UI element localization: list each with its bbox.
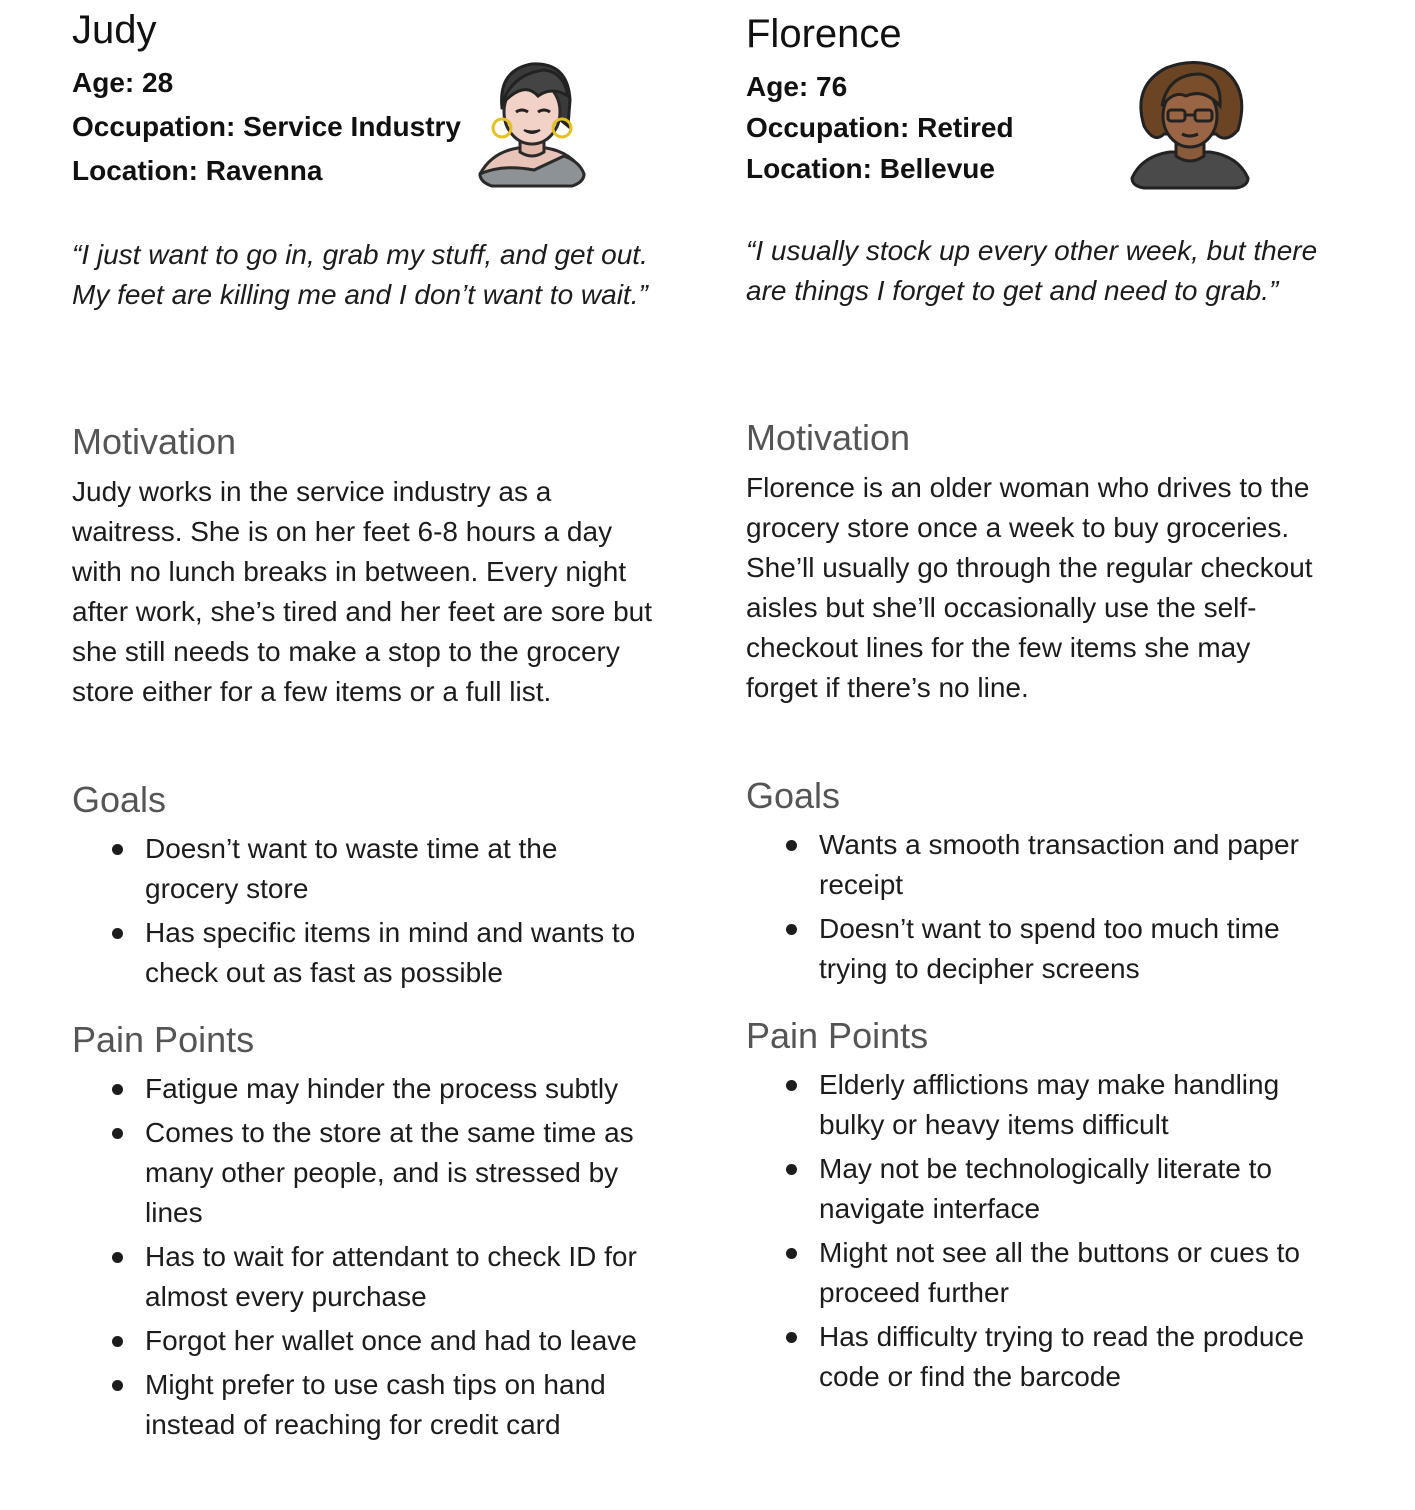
bullet-icon xyxy=(786,840,797,851)
motivation-text: Judy works in the service industry as a waitress. She is on her feet 6-8 hours a day with no lunch breaks in between. Every night after work, she’s tired and her feet are sore but she still needs to make a stop to the grocery store either for a few items or a full list. xyxy=(72,476,653,707)
motivation-text: Florence is an older woman who drives to the grocery store once a week to buy groceries. She’ll usually go through the regular checkout aisles but she’ll occasionally use the self-checkout lines for the few items she may forget if there’s no line. xyxy=(746,472,1313,703)
persona-quote: “I usually stock up every other week, but there are things I forget to get and need to grab.” xyxy=(746,235,1318,306)
persona-occupation: Occupation: Service Industry xyxy=(72,111,461,142)
list-item: Elderly afflictions may make handling bulky or heavy items difficult xyxy=(746,1065,1316,1145)
goals-list xyxy=(72,829,652,997)
pain-points-heading: Pain Points xyxy=(746,1015,929,1056)
list-item: Has difficulty trying to read the produce code or find the barcode xyxy=(746,1317,1316,1397)
list-item: Fatigue may hinder the process subtly xyxy=(72,1069,652,1109)
persona-location: Location: Ravenna xyxy=(72,155,323,186)
persona-name: Judy xyxy=(72,8,157,52)
list-item: Doesn’t want to waste time at the grocery store xyxy=(72,829,652,909)
pain-points-list xyxy=(72,1069,652,1449)
goals-heading: Goals xyxy=(72,779,167,820)
bullet-icon xyxy=(112,928,123,939)
persona-details xyxy=(746,66,1014,189)
list-item: Forgot her wallet once and had to leave xyxy=(72,1321,652,1361)
woman-avatar-icon xyxy=(472,56,592,190)
list-item: Has to wait for attendant to check ID for almost every purchase xyxy=(72,1237,652,1317)
bullet-icon xyxy=(112,844,123,855)
bullet-icon xyxy=(786,1248,797,1259)
pain-points-heading: Pain Points xyxy=(72,1019,255,1060)
persona-location: Location: Bellevue xyxy=(746,153,995,184)
persona-name: Florence xyxy=(746,12,902,56)
bullet-icon xyxy=(112,1128,123,1139)
goals-list xyxy=(746,825,1316,993)
list-item: Doesn’t want to spend too much time trying to decipher screens xyxy=(746,909,1316,989)
persona-quote: “I just want to go in, grab my stuff, and get out. My feet are killing me and I don’t want to wait.” xyxy=(72,239,648,310)
bullet-icon xyxy=(112,1380,123,1391)
persona-age: Age: 28 xyxy=(72,67,174,98)
motivation-heading: Motivation xyxy=(72,421,237,462)
list-item: Might prefer to use cash tips on hand instead of reaching for credit card xyxy=(72,1365,652,1445)
list-item: Has specific items in mind and wants to check out as fast as possible xyxy=(72,913,652,993)
list-item: Comes to the store at the same time as many other people, and is stressed by lines xyxy=(72,1113,652,1233)
list-item: Wants a smooth transaction and paper receipt xyxy=(746,825,1316,905)
bullet-icon xyxy=(112,1084,123,1095)
older-woman-glasses-avatar-icon xyxy=(1126,56,1254,192)
pain-points-list xyxy=(746,1065,1316,1401)
bullet-icon xyxy=(786,1164,797,1175)
persona-age: Age: 76 xyxy=(746,71,848,102)
list-item: May not be technologically literate to navigate interface xyxy=(746,1149,1316,1229)
persona-details xyxy=(72,61,461,193)
goals-heading: Goals xyxy=(746,775,841,816)
bullet-icon xyxy=(786,924,797,935)
bullet-icon xyxy=(112,1336,123,1347)
motivation-heading: Motivation xyxy=(746,417,911,458)
bullet-icon xyxy=(112,1252,123,1263)
persona-occupation: Occupation: Retired xyxy=(746,112,1014,143)
bullet-icon xyxy=(786,1332,797,1343)
bullet-icon xyxy=(786,1080,797,1091)
list-item: Might not see all the buttons or cues to proceed further xyxy=(746,1233,1316,1313)
